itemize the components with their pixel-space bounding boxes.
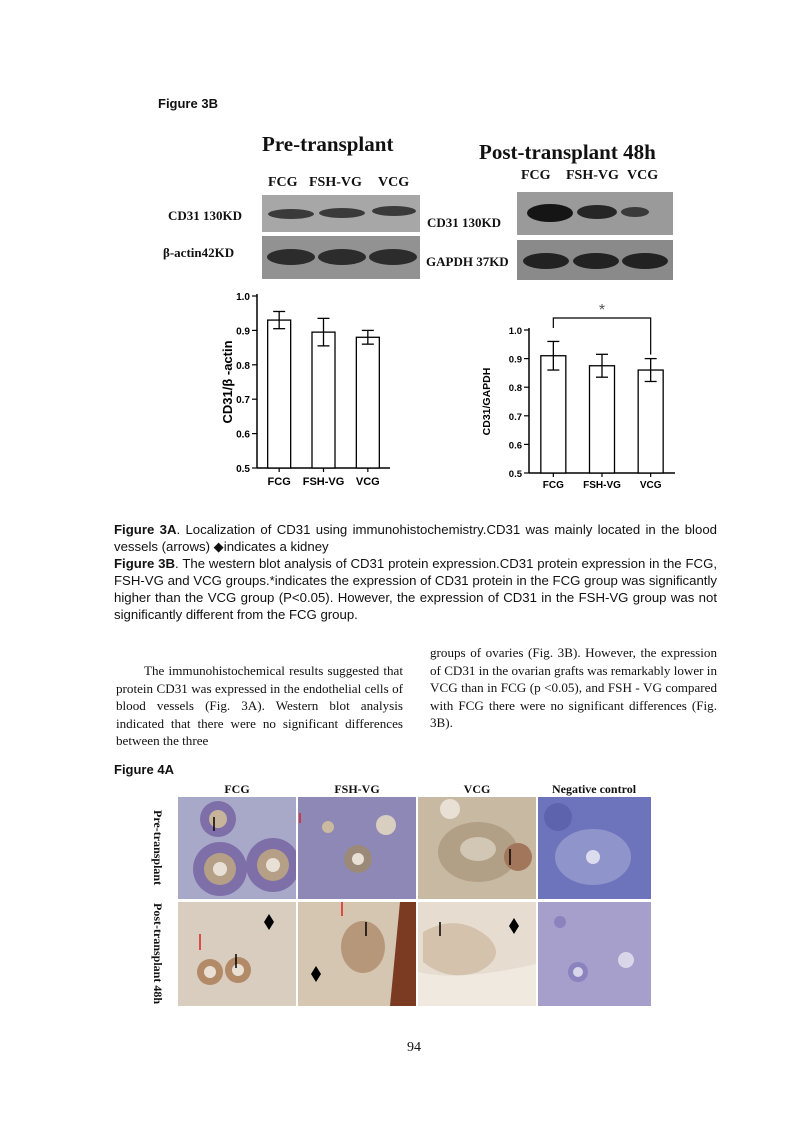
x-category-label: FSH-VG bbox=[583, 480, 621, 491]
figure-3b-label: Figure 3B bbox=[158, 96, 218, 111]
ihc-panel-fshvg-pre bbox=[298, 797, 416, 899]
blot-band bbox=[523, 253, 569, 269]
blot-band bbox=[527, 204, 573, 222]
y-tick-label: 0.5 bbox=[236, 464, 250, 475]
bar bbox=[268, 320, 291, 468]
blot-band bbox=[319, 208, 365, 218]
x-category-label: FCG bbox=[542, 480, 564, 491]
bar bbox=[356, 337, 379, 468]
blot-band bbox=[573, 253, 619, 269]
blot-band bbox=[267, 249, 315, 265]
post-gapdh-blot bbox=[517, 240, 673, 280]
pre-lane-fshvg: FSH-VG bbox=[309, 175, 362, 190]
ihc-panel-fcg-post bbox=[178, 902, 296, 1006]
y-tick-label: 0.8 bbox=[236, 360, 250, 372]
post-row2-label: GAPDH 37KD bbox=[426, 254, 509, 269]
y-tick-label: 1.0 bbox=[236, 292, 250, 303]
caption-3a bbox=[114, 521, 717, 555]
page-number: 94 bbox=[407, 1040, 421, 1055]
pre-row1-label: CD31 130KD bbox=[168, 208, 243, 223]
pre-transplant-bar-chart bbox=[215, 285, 415, 495]
blot-band bbox=[369, 249, 417, 265]
y-axis-label: CD31/GAPDH bbox=[481, 367, 493, 436]
pre-row2-label: β-actin42KD bbox=[163, 245, 235, 260]
body-left-column: The immunohistochemical results suggested that protein CD31 was expressed in the endothelial cells of blood vessels (Fig. 3A). Western blot analysis indicated that there were no significant differences between the three bbox=[116, 663, 403, 748]
blot-band bbox=[577, 205, 617, 219]
y-tick-label: 0.9 bbox=[236, 326, 250, 338]
caption-3a-text: . Localization of CD31 using immunohistochemistry.CD31 was mainly located in the blood vessels (arrows) ◆indicates a kidney bbox=[114, 522, 717, 554]
y-tick-label: 0.6 bbox=[508, 440, 522, 452]
y-axis-label: CD31/β -actin bbox=[220, 340, 235, 424]
x-category-label: FCG bbox=[267, 476, 291, 488]
ihc-panel-fshvg-post bbox=[298, 902, 416, 1006]
post-lane-fcg: FCG bbox=[521, 168, 551, 183]
ihc-row-post: Post-transplant 48h bbox=[151, 903, 165, 1005]
figure-caption bbox=[114, 521, 717, 623]
ihc-panel-fcg-pre bbox=[178, 797, 296, 899]
y-tick-label: 0.7 bbox=[508, 411, 522, 423]
bar bbox=[590, 366, 615, 473]
pre-actin-blot bbox=[262, 236, 420, 279]
ihc-col-vcg: VCG bbox=[463, 782, 491, 796]
body-right-column: groups of ovaries (Fig. 3B). However, the expression of CD31 in the ovarian grafts was remarkably lower in VCG than in FCG (p <0.05), and FSH - VG compared with FCG there were no significant differences (Fig. 3B). bbox=[430, 645, 717, 730]
x-category-label: VCG bbox=[355, 476, 380, 488]
post-lane-vcg: VCG bbox=[627, 168, 659, 183]
bar bbox=[312, 332, 335, 468]
ihc-col-fshvg: FSH-VG bbox=[334, 782, 380, 796]
ihc-row-pre: Pre-transplant bbox=[151, 810, 165, 886]
x-category-label: VCG bbox=[639, 480, 662, 491]
x-category-label: FSH-VG bbox=[302, 476, 345, 488]
ihc-panel-vcg-pre bbox=[418, 797, 536, 899]
pre-cd31-blot bbox=[262, 195, 420, 232]
caption-3b-label: Figure 3B bbox=[114, 556, 176, 571]
blot-band bbox=[318, 249, 366, 265]
post-lane-fshvg: FSH-VG bbox=[566, 168, 619, 183]
caption-3b-text: . The western blot analysis of CD31 protein expression.CD31 protein expression in the FCG, FSH-VG and VCG groups.*indicates the expression of CD31 protein in the FCG group was significantly higher than the VCG group (P<0.05). However, the expression of CD31 in the FSH-VG group was not significantly different from the FCG group. bbox=[114, 556, 717, 622]
caption-3b bbox=[114, 555, 717, 623]
blot-band bbox=[622, 253, 668, 269]
post-row1-label: CD31 130KD bbox=[427, 215, 502, 230]
y-tick-label: 0.6 bbox=[236, 429, 250, 441]
blot-band bbox=[268, 209, 314, 219]
pre-lane-fcg: FCG bbox=[268, 175, 298, 190]
ihc-panel-negative-pre bbox=[538, 797, 651, 899]
significance-marker: * bbox=[598, 302, 606, 319]
figure-4a-label: Figure 4A bbox=[114, 762, 174, 777]
significance-bracket bbox=[553, 318, 650, 355]
post-transplant-title: Post-transplant 48h bbox=[479, 140, 656, 164]
caption-3a-label: Figure 3A bbox=[114, 522, 177, 537]
blot-band bbox=[621, 207, 649, 217]
y-tick-label: 1.0 bbox=[508, 326, 522, 337]
y-tick-label: 0.9 bbox=[508, 354, 522, 366]
ihc-col-fcg: FCG bbox=[224, 782, 250, 796]
post-cd31-blot bbox=[517, 192, 673, 235]
ihc-panel-negative-post bbox=[538, 902, 651, 1006]
y-tick-label: 0.8 bbox=[508, 383, 522, 395]
y-tick-label: 0.7 bbox=[236, 395, 250, 407]
post-transplant-bar-chart bbox=[475, 300, 680, 495]
blot-band bbox=[372, 206, 416, 216]
pre-lane-vcg: VCG bbox=[378, 175, 410, 190]
pre-transplant-title: Pre-transplant bbox=[262, 132, 394, 156]
bar bbox=[638, 370, 663, 473]
ihc-col-negative: Negative control bbox=[551, 782, 637, 796]
bar bbox=[541, 356, 566, 473]
y-tick-label: 0.5 bbox=[508, 469, 522, 480]
ihc-panel-vcg-post bbox=[418, 902, 536, 1006]
